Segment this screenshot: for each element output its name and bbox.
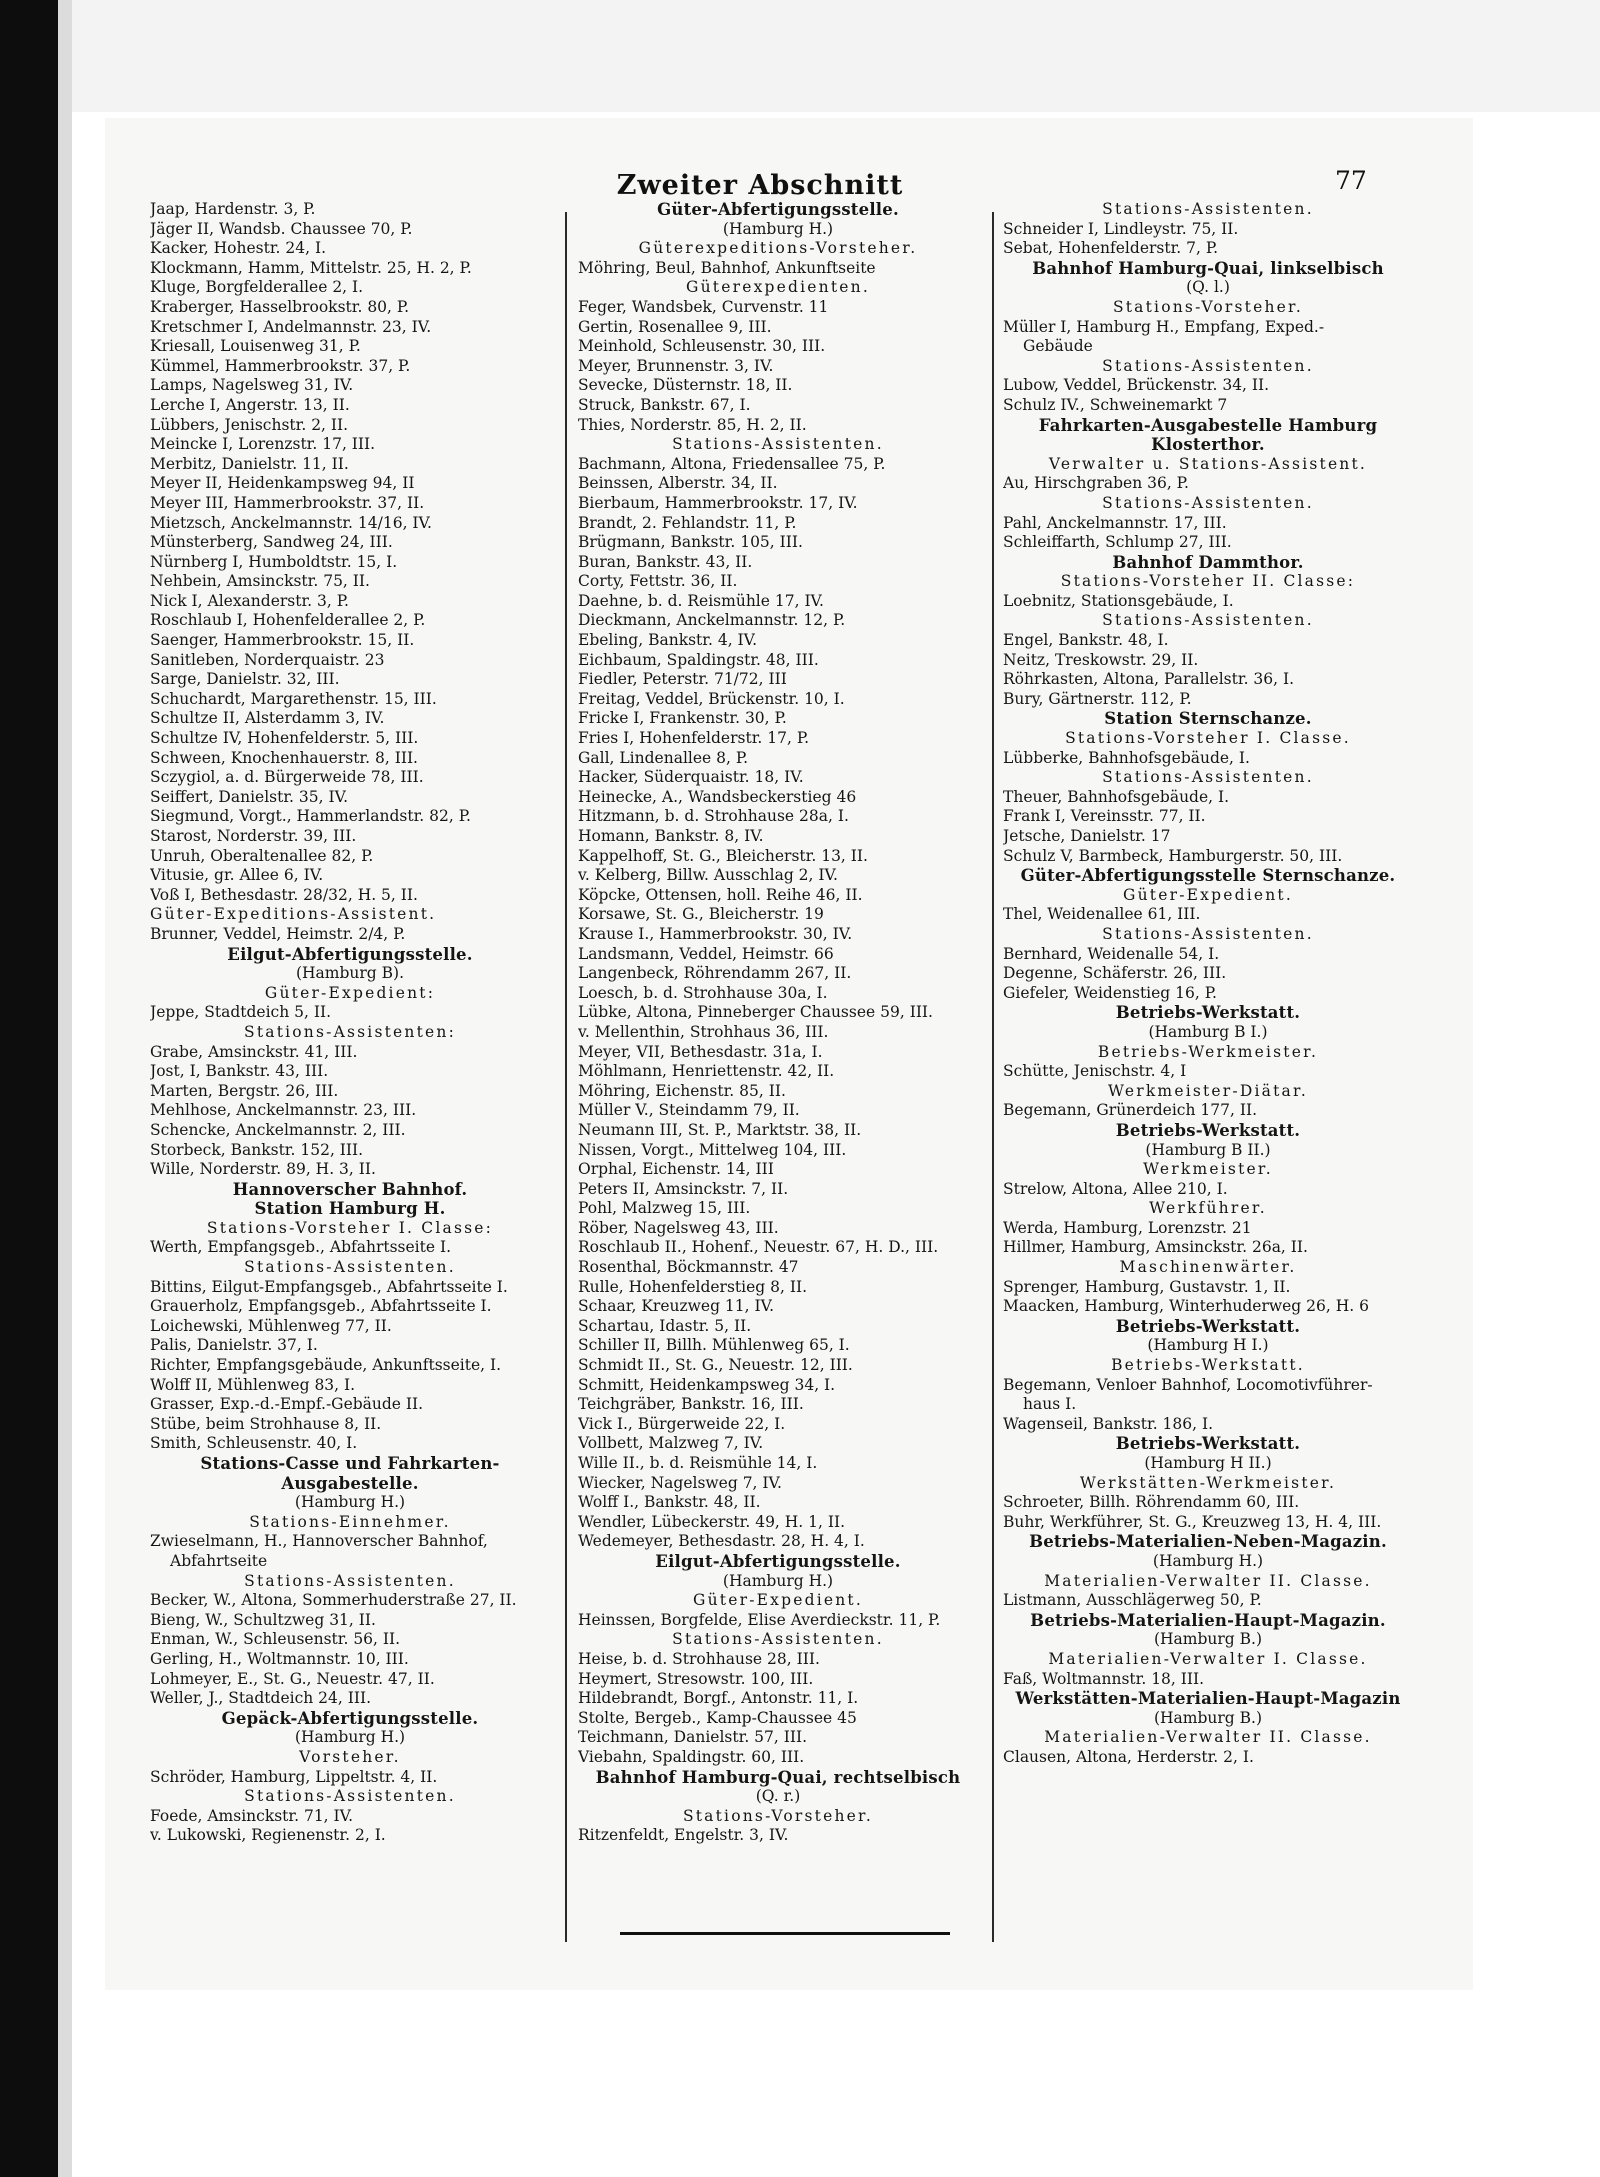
rank-heading: Stations-Assistenten. (1102, 924, 1314, 943)
directory-entry: Wille, Norderstr. 89, H. 3, II. (150, 1160, 376, 1179)
directory-entry: Müller I, Hamburg H., Empfang, Exped.- (1003, 317, 1325, 336)
directory-entry: Möhlmann, Henriettenstr. 42, II. (578, 1062, 835, 1081)
running-head: Zweiter Abschnitt (616, 170, 904, 201)
directory-entry: Gebäude (1023, 337, 1093, 356)
directory-entry: Bierbaum, Hammerbrookstr. 17, IV. (578, 493, 858, 512)
directory-entry: Pahl, Anckelmannstr. 17, III. (1003, 513, 1227, 532)
directory-entry: Schleiffarth, Schlump 27, III. (1003, 533, 1232, 552)
directory-entry: Becker, W., Altona, Sommerhuderstraße 27, II. (150, 1591, 517, 1610)
location-note: (Q. r.) (755, 1787, 801, 1806)
section-heading: Station Sternschanze. (1104, 709, 1312, 729)
directory-entry: Beinssen, Alberstr. 34, II. (578, 474, 778, 493)
directory-entry: Maacken, Hamburg, Winterhuderweg 26, H. 6 (1003, 1297, 1369, 1316)
directory-entry: Köpcke, Ottensen, holl. Reihe 46, II. (578, 885, 863, 904)
rank-heading: Stations-Assistenten. (1102, 611, 1314, 630)
column-1 (150, 200, 550, 1846)
directory-entry: Meinhold, Schleusenstr. 30, III. (578, 337, 826, 356)
rank-heading: Stations-Assistenten. (672, 1630, 884, 1649)
directory-entry: Schween, Knochenhauerstr. 8, III. (150, 748, 418, 767)
directory-entry: Müller V., Steindamm 79, II. (578, 1101, 800, 1120)
directory-entry: Jeppe, Stadtdeich 5, II. (150, 1003, 332, 1022)
directory-entry: Heinssen, Borgfelde, Elise Averdieckstr. 11, P. (578, 1610, 941, 1629)
location-note: (Hamburg B.) (1153, 1630, 1263, 1649)
directory-entry: Wolff II, Mühlenweg 83, I. (150, 1375, 356, 1394)
directory-entry: Bernhard, Weidenalle 54, I. (1003, 944, 1220, 963)
directory-entry: Meyer, VII, Bethesdastr. 31a, I. (578, 1042, 823, 1061)
section-heading: Bahnhof Hamburg-Quai, linkselbisch (1032, 258, 1384, 278)
directory-entry: v. Lukowski, Regienenstr. 2, I. (150, 1826, 386, 1845)
directory-entry: Palis, Danielstr. 37, I. (150, 1336, 318, 1355)
directory-entry: Schütte, Jenischstr. 4, I (1003, 1062, 1187, 1081)
rank-heading: Stations-Assistenten. (672, 435, 884, 454)
location-note: (Hamburg H I.) (1147, 1336, 1269, 1355)
section-heading: Betriebs-Werkstatt. (1115, 1316, 1301, 1336)
directory-entry: Sevecke, Düsternstr. 18, II. (578, 376, 793, 395)
directory-entry: Grabe, Amsinckstr. 41, III. (150, 1042, 358, 1061)
directory-entry: Röber, Nagelsweg 43, III. (578, 1218, 779, 1237)
directory-entry: Möhring, Eichenstr. 85, II. (578, 1081, 786, 1100)
location-note: (Hamburg B.) (1153, 1708, 1263, 1727)
location-note: (Hamburg H.) (294, 1728, 406, 1747)
directory-entry: Schiller II, Billh. Mühlenweg 65, I. (578, 1336, 850, 1355)
directory-entry: Theuer, Bahnhofsgebäude, I. (1003, 787, 1230, 806)
section-heading: Gepäck-Abfertigungsstelle. (221, 1708, 479, 1728)
directory-entry: Sanitleben, Norderquaistr. 23 (150, 650, 385, 669)
directory-entry: Lohmeyer, E., St. G., Neuestr. 47, II. (150, 1669, 435, 1688)
directory-entry: Jetsche, Danielstr. 17 (1003, 827, 1171, 845)
directory-entry: Merbitz, Danielstr. 11, II. (150, 454, 349, 473)
directory-entry: Lübberke, Bahnhofsgebäude, I. (1003, 748, 1250, 767)
directory-entry: Teichmann, Danielstr. 57, III. (578, 1728, 808, 1747)
rank-heading: Stations-Vorsteher. (1112, 297, 1304, 316)
directory-entry: Neumann III, St. P., Marktstr. 38, II. (578, 1120, 862, 1139)
directory-entry: Hildebrandt, Borgf., Antonstr. 11, I. (578, 1689, 859, 1708)
directory-entry: Gerling, H., Woltmannstr. 10, III. (150, 1649, 409, 1668)
directory-entry: Landsmann, Veddel, Heimstr. 66 (578, 944, 834, 963)
directory-entry: Nürnberg I, Humboldtstr. 15, I. (150, 552, 398, 571)
rank-heading: Werkführer. (1149, 1199, 1267, 1218)
end-rule (620, 1932, 950, 1935)
directory-entry: Brandt, 2. Fehlandstr. 11, P. (578, 513, 797, 532)
location-note: (Hamburg B I.) (1148, 1022, 1268, 1041)
directory-entry: Schulz IV., Schweinemarkt 7 (1003, 395, 1228, 414)
directory-entry: Schaar, Kreuzweg 11, IV. (578, 1297, 775, 1316)
directory-entry: Neitz, Treskowstr. 29, II. (1003, 650, 1199, 669)
directory-entry: Schencke, Anckelmannstr. 2, III. (150, 1120, 406, 1139)
directory-entry: Mietzsch, Anckelmannstr. 14/16, IV. (150, 513, 432, 532)
location-note: (Hamburg H II.) (1144, 1454, 1272, 1472)
rank-heading: Stations-Assistenten. (1102, 356, 1314, 375)
directory-entry: Wedemeyer, Bethesdastr. 28, H. 4, I. (578, 1532, 865, 1551)
rank-heading: Güter-Expedient. (1123, 885, 1293, 904)
directory-entry: Schuchardt, Margarethenstr. 15, III. (150, 689, 437, 708)
directory-entry: Fricke I, Frankenstr. 30, P. (578, 709, 787, 728)
directory-entry: Wendler, Lübeckerstr. 49, H. 1, II. (578, 1512, 846, 1531)
directory-entry: Orphal, Eichenstr. 14, III (578, 1160, 774, 1179)
section-heading: Betriebs-Werkstatt. (1115, 1120, 1301, 1140)
directory-entry: Saenger, Hammerbrookstr. 15, II. (150, 631, 415, 650)
directory-entry: Zwieselmann, H., Hannoverscher Bahnhof, (150, 1532, 488, 1551)
section-heading: Betriebs-Werkstatt. (1115, 1003, 1301, 1023)
directory-entry: Jäger II, Wandsb. Chaussee 70, P. (150, 219, 413, 238)
directory-entry: Begemann, Venloer Bahnhof, Locomotivführer- (1003, 1375, 1373, 1394)
directory-entry: Wiecker, Nagelsweg 7, IV. (578, 1473, 782, 1492)
directory-entry: Unruh, Oberaltenallee 82, P. (150, 846, 374, 865)
directory-entry: Foede, Amsinckstr. 71, IV. (150, 1806, 354, 1825)
rank-heading: Maschinenwärter. (1119, 1258, 1297, 1277)
directory-entry: Bieng, W., Schultzweg 31, II. (150, 1610, 376, 1629)
directory-entry: Faß, Woltmannstr. 18, III. (1003, 1669, 1205, 1688)
directory-entry: Schröder, Hamburg, Lippeltstr. 4, II. (150, 1767, 438, 1786)
directory-entry: Eichbaum, Spaldingstr. 48, III. (578, 650, 819, 669)
directory-entry: Vollbett, Malzweg 7, IV. (578, 1434, 764, 1453)
directory-entry: Daehne, b. d. Reismühle 17, IV. (578, 591, 824, 610)
directory-entry: Engel, Bankstr. 48, I. (1003, 631, 1169, 650)
directory-entry: Lamps, Nagelsweg 31, IV. (150, 376, 354, 395)
directory-entry: Buhr, Werkführer, St. G., Kreuzweg 13, H. 4, III. (1003, 1512, 1382, 1531)
directory-entry: Jost, I, Bankstr. 43, III. (150, 1062, 329, 1081)
directory-entry: Schartau, Idastr. 5, II. (578, 1316, 752, 1335)
directory-entry: Buran, Bankstr. 43, II. (578, 552, 753, 571)
rank-heading: Materialien-Verwalter II. Classe. (1044, 1728, 1372, 1747)
rank-heading: Stations-Vorsteher I. Classe. (1065, 729, 1351, 748)
directory-entry: Möhring, Beul, Bahnhof, Ankunftseite (578, 258, 876, 277)
directory-entry: Storbeck, Bankstr. 152, III. (150, 1140, 364, 1159)
directory-entry: Mehlhose, Anckelmannstr. 23, III. (150, 1101, 417, 1120)
directory-entry: Loichewski, Mühlenweg 77, II. (150, 1316, 392, 1335)
location-note: (Hamburg B II.) (1145, 1140, 1271, 1159)
directory-entry: Röhrkasten, Altona, Parallelstr. 36, I. (1003, 670, 1295, 689)
directory-entry: Schultze II, Alsterdamm 3, IV. (150, 709, 385, 728)
rank-heading: Stations-Einnehmer. (249, 1512, 451, 1531)
directory-entry: Brunner, Veddel, Heimstr. 2/4, P. (150, 924, 406, 943)
rank-heading: Werkmeister. (1143, 1160, 1273, 1179)
directory-entry: Clausen, Altona, Herderstr. 2, I. (1003, 1747, 1254, 1766)
directory-entry: Vitusie, gr. Allee 6, IV. (150, 866, 324, 885)
rank-heading: Materialien-Verwalter I. Classe. (1048, 1649, 1368, 1668)
section-heading: Station Hamburg H. (254, 1199, 446, 1219)
directory-entry: Sprenger, Hamburg, Gustavstr. 1, II. (1003, 1277, 1291, 1296)
directory-entry: Gertin, Rosenallee 9, III. (578, 317, 772, 336)
rank-heading: Stations-Assistenten. (244, 1258, 456, 1277)
directory-entry: Schultze IV, Hohenfelderstr. 5, III. (150, 729, 419, 748)
directory-entry: Degenne, Schäferstr. 26, III. (1003, 964, 1227, 983)
directory-entry: v. Kelberg, Billw. Ausschlag 2, IV. (578, 866, 838, 885)
directory-entry: Schmitt, Heidenkampsweg 34, I. (578, 1375, 836, 1394)
directory-entry: Weller, J., Stadtdeich 24, III. (150, 1689, 372, 1708)
directory-entry: Seiffert, Danielstr. 35, IV. (150, 787, 349, 806)
rank-heading: Betriebs-Werkmeister. (1097, 1042, 1319, 1061)
directory-entry: Kluge, Borgfelderallee 2, I. (150, 278, 364, 297)
location-note: (Hamburg H.) (1152, 1551, 1264, 1570)
directory-entry: Stolte, Bergeb., Kamp-Chaussee 45 (578, 1708, 857, 1727)
directory-entry: Fries I, Hohenfelderstr. 17, P. (578, 729, 810, 748)
directory-entry: Siegmund, Vorgt., Hammerlandstr. 82, P. (150, 807, 471, 826)
directory-entry: Münsterberg, Sandweg 24, III. (150, 533, 393, 552)
directory-entry: Krause I., Hammerbrookstr. 30, IV. (578, 924, 853, 943)
directory-entry: Kappelhoff, St. G., Bleicherstr. 13, II. (578, 846, 868, 865)
directory-entry: Struck, Bankstr. 67, I. (578, 395, 751, 414)
column-2 (578, 200, 978, 1846)
directory-entry: Corty, Fettstr. 36, II. (578, 572, 738, 591)
directory-entry: Thel, Weidenallee 61, III. (1003, 905, 1201, 924)
directory-entry: Begemann, Grünerdeich 177, II. (1003, 1101, 1258, 1120)
directory-entry: Hillmer, Hamburg, Amsinckstr. 26a, II. (1003, 1238, 1308, 1257)
rank-heading: Stations-Assistenten. (1102, 493, 1314, 512)
directory-entry: Feger, Wandsbek, Curvenstr. 11 (578, 297, 829, 316)
rank-heading: Stations-Assistenten. (1102, 768, 1314, 787)
directory-entry: Ebeling, Bankstr. 4, IV. (578, 631, 758, 650)
directory-entry: Lübke, Altona, Pinneberger Chaussee 59, III. (578, 1003, 933, 1022)
section-heading: Klosterthor. (1151, 435, 1265, 455)
directory-entry: Hitzmann, b. d. Strohhause 28a, I. (578, 807, 849, 826)
directory-entry: Langenbeck, Röhrendamm 267, II. (578, 964, 852, 983)
book-gutter (58, 0, 72, 2177)
directory-entry: Freitag, Veddel, Brückenstr. 10, I. (578, 689, 845, 708)
directory-entry: Loesch, b. d. Strohhause 30a, I. (578, 983, 828, 1002)
directory-entry: Bachmann, Altona, Friedensallee 75, P. (578, 454, 886, 473)
directory-entry: Nehbein, Amsinckstr. 75, II. (150, 572, 370, 591)
directory-entry: Teichgräber, Bankstr. 16, III. (578, 1395, 804, 1414)
directory-entry: Grasser, Exp.-d.-Empf.-Gebäude II. (150, 1395, 424, 1414)
directory-entry: Stübe, beim Strohhause 8, II. (150, 1414, 382, 1433)
directory-entry: Heinecke, A., Wandsbeckerstieg 46 (578, 787, 857, 806)
section-heading: Güter-Abfertigungsstelle Sternschanze. (1020, 866, 1396, 886)
rank-heading: Verwalter u. Stations-Assistent. (1048, 454, 1368, 473)
section-heading: Hannoverscher Bahnhof. (232, 1179, 468, 1199)
book-binding-edge (0, 0, 58, 2177)
page-number: 77 (1335, 166, 1367, 195)
rank-heading: Werkmeister-Diätar. (1107, 1081, 1308, 1100)
location-note: (Hamburg B). (295, 964, 405, 983)
directory-entry: Ritzenfeldt, Engelstr. 3, IV. (578, 1826, 789, 1845)
directory-entry: Giefeler, Weidenstieg 16, P. (1003, 983, 1217, 1002)
section-heading: Ausgabestelle. (281, 1473, 419, 1493)
rank-heading: Güter-Expedient: (264, 983, 436, 1002)
directory-entry: Lerche I, Angerstr. 13, II. (150, 395, 350, 414)
directory-entry: Grauerholz, Empfangsgeb., Abfahrtsseite I. (150, 1297, 492, 1316)
directory-entry: Lübbers, Jenischstr. 2, II. (150, 415, 349, 434)
rank-heading: Stations-Vorsteher. (682, 1806, 874, 1825)
directory-entry: Viebahn, Spaldingstr. 60, III. (578, 1747, 805, 1766)
directory-entry: Kriesall, Louisenweg 31, P. (150, 337, 361, 356)
directory-entry: Starost, Norderstr. 39, III. (150, 827, 357, 845)
directory-entry: Brügmann, Bankstr. 105, III. (578, 533, 803, 552)
directory-entry: Roschlaub II., Hohenf., Neuestr. 67, H. D., III. (578, 1238, 939, 1257)
column-divider-1 (565, 212, 567, 1942)
directory-entry: Fiedler, Peterstr. 71/72, III (578, 670, 787, 689)
rank-heading: Güterexpeditions-Vorsteher. (638, 239, 918, 258)
directory-entry: Vick I., Bürgerweide 22, I. (578, 1414, 786, 1433)
directory-entry: Nick I, Alexanderstr. 3, P. (150, 591, 349, 610)
section-heading: Stations-Casse und Fahrkarten- (200, 1454, 500, 1473)
rank-heading: Güterexpedienten. (686, 278, 870, 297)
directory-entry: Wille II., b. d. Reismühle 14, I. (578, 1454, 818, 1472)
section-heading: Fahrkarten-Ausgabestelle Hamburg (1038, 415, 1378, 435)
directory-entry: Smith, Schleusenstr. 40, I. (150, 1434, 358, 1453)
section-heading: Güter-Abfertigungsstelle. (657, 200, 899, 219)
directory-entry: Werda, Hamburg, Lorenzstr. 21 (1003, 1218, 1252, 1237)
directory-entry: Heymert, Stresowstr. 100, III. (578, 1669, 814, 1688)
rank-heading: Güter-Expedient. (693, 1591, 863, 1610)
directory-entry: Heise, b. d. Strohhause 28, III. (578, 1649, 820, 1668)
section-heading: Bahnhof Dammthor. (1112, 552, 1304, 572)
column-divider-2 (992, 212, 994, 1942)
location-note: (Hamburg H.) (294, 1493, 406, 1512)
directory-entry: Sarge, Danielstr. 32, III. (150, 670, 340, 689)
section-heading: Bahnhof Hamburg-Quai, rechtselbisch (595, 1767, 961, 1787)
rank-heading: Stations-Vorsteher I. Classe: (206, 1218, 494, 1237)
directory-entry: Wolff I., Bankstr. 48, II. (578, 1493, 761, 1512)
directory-entry: Meyer III, Hammerbrookstr. 37, II. (150, 493, 425, 512)
directory-entry: Marten, Bergstr. 26, III. (150, 1081, 339, 1100)
rank-heading: Werkstätten-Werkmeister. (1079, 1473, 1337, 1492)
scan-margin (72, 0, 1600, 112)
directory-entry: Meyer, Brunnenstr. 3, IV. (578, 356, 774, 375)
directory-entry: Peters II, Amsinckstr. 7, II. (578, 1179, 789, 1198)
directory-entry: Pohl, Malzweg 15, III. (578, 1199, 751, 1218)
directory-entry: Meyer II, Heidenkampsweg 94, II (150, 474, 415, 493)
rank-heading: Materialien-Verwalter II. Classe. (1044, 1571, 1372, 1590)
directory-entry: Bury, Gärtnerstr. 112, P. (1003, 689, 1192, 708)
directory-entry: Kraberger, Hasselbrookstr. 80, P. (150, 297, 410, 316)
directory-entry: Wagenseil, Bankstr. 186, I. (1003, 1414, 1214, 1433)
rank-heading: Stations-Assistenten. (244, 1787, 456, 1806)
section-heading: Betriebs-Materialien-Neben-Magazin. (1029, 1532, 1387, 1552)
location-note: (Hamburg H.) (722, 1571, 834, 1590)
location-note: (Q. l.) (1186, 278, 1230, 297)
directory-entry: Korsawe, St. G., Bleicherstr. 19 (578, 905, 824, 924)
directory-entry: Roschlaub I, Hohenfelderallee 2, P. (150, 611, 426, 630)
directory-entry: Enman, W., Schleusenstr. 56, II. (150, 1630, 401, 1649)
directory-entry: Homann, Bankstr. 8, IV. (578, 827, 764, 845)
rank-heading: Stations-Vorsteher II. Classe: (1060, 572, 1356, 591)
directory-entry: Schulz V, Barmbeck, Hamburgerstr. 50, III. (1003, 846, 1343, 865)
directory-entry: Sebat, Hohenfelderstr. 7, P. (1003, 239, 1219, 258)
directory-entry: Bittins, Eilgut-Empfangsgeb., Abfahrtsseite I. (150, 1277, 508, 1296)
directory-entry: Voß I, Bethesdastr. 28/32, H. 5, II. (150, 885, 418, 904)
rank-heading: Güter-Expeditions-Assistent. (150, 905, 437, 924)
directory-entry: Kretschmer I, Andelmannstr. 23, IV. (150, 317, 432, 336)
directory-entry: Kümmel, Hammerbrookstr. 37, P. (150, 356, 411, 375)
rank-heading: Stations-Assistenten. (1102, 200, 1314, 218)
directory-entry: Sczygiol, a. d. Bürgerweide 78, III. (150, 768, 424, 787)
directory-entry: Meincke I, Lorenzstr. 17, III. (150, 435, 376, 454)
section-heading: Betriebs-Werkstatt. (1115, 1434, 1301, 1454)
rank-heading: Betriebs-Werkstatt. (1111, 1356, 1305, 1375)
directory-entry: Schneider I, Lindleystr. 75, II. (1003, 219, 1239, 238)
directory-entry: haus I. (1023, 1395, 1077, 1414)
rank-heading: Stations-Assistenten: (244, 1022, 456, 1041)
directory-entry: Gall, Lindenallee 8, P. (578, 748, 749, 767)
column-3 (1003, 200, 1413, 1768)
directory-entry: Hacker, Süderquaistr. 18, IV. (578, 768, 804, 787)
rank-heading: Stations-Assistenten. (244, 1571, 456, 1590)
directory-entry: Schmidt II., St. G., Neuestr. 12, III. (578, 1356, 853, 1375)
directory-entry: Frank I, Vereinsstr. 77, II. (1003, 807, 1206, 826)
directory-entry: Loebnitz, Stationsgebäude, I. (1003, 591, 1234, 610)
section-heading: Eilgut-Abfertigungsstelle. (655, 1551, 901, 1571)
directory-entry: Rosenthal, Böckmannstr. 47 (578, 1258, 799, 1277)
directory-entry: Klockmann, Hamm, Mittelstr. 25, H. 2, P. (150, 258, 472, 277)
directory-entry: Nissen, Vorgt., Mittelweg 104, III. (578, 1140, 847, 1159)
directory-entry: Schroeter, Billh. Röhrendamm 60, III. (1003, 1493, 1300, 1512)
directory-entry: Jaap, Hardenstr. 3, P. (150, 200, 316, 218)
section-heading: Eilgut-Abfertigungsstelle. (227, 944, 473, 964)
section-heading: Werkstätten-Materialien-Haupt-Magazin (1015, 1689, 1401, 1709)
directory-entry: Rulle, Hohenfelderstieg 8, II. (578, 1277, 808, 1296)
directory-entry: Dieckmann, Anckelmannstr. 12, P. (578, 611, 846, 630)
directory-entry: Au, Hirschgraben 36, P. (1003, 474, 1189, 493)
directory-entry: Richter, Empfangsgebäude, Ankunftsseite, I. (150, 1356, 502, 1375)
directory-entry: Thies, Norderstr. 85, H. 2, II. (578, 415, 807, 434)
directory-entry: Werth, Empfangsgeb., Abfahrtsseite I. (150, 1238, 452, 1257)
directory-entry: Kacker, Hohestr. 24, I. (150, 239, 327, 258)
directory-entry: v. Mellenthin, Strohhaus 36, III. (578, 1022, 829, 1041)
location-note: (Hamburg H.) (722, 219, 834, 238)
directory-entry: Listmann, Ausschlägerweg 50, P. (1003, 1591, 1262, 1610)
rank-heading: Vorsteher. (299, 1747, 401, 1766)
section-heading: Betriebs-Materialien-Haupt-Magazin. (1030, 1610, 1386, 1630)
directory-entry: Strelow, Altona, Allee 210, I. (1003, 1179, 1228, 1198)
directory-entry: Abfahrtseite (170, 1551, 268, 1570)
directory-entry: Lubow, Veddel, Brückenstr. 34, II. (1003, 376, 1270, 395)
